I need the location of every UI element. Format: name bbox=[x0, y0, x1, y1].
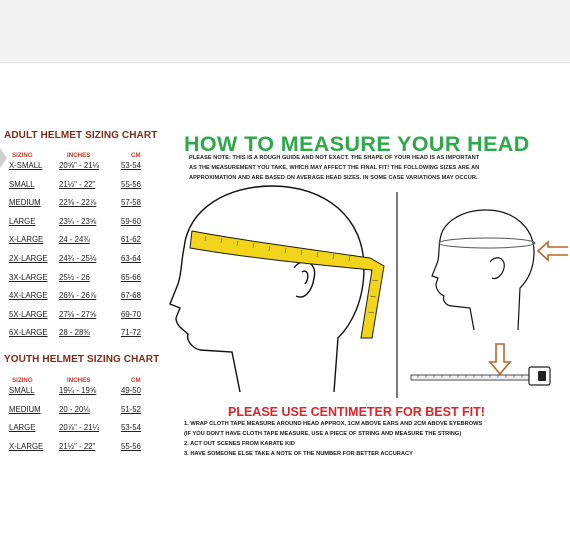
instruction-step-2: 2. ACT OUT SCENES FROM KARATE KID bbox=[184, 441, 295, 447]
adult-row-4-sizing: X-LARGE bbox=[9, 235, 44, 245]
adult-row-6-sizing: 3X-LARGE bbox=[9, 272, 48, 282]
instruction-step-1: 1. WRAP CLOTH TAPE MEASURE AROUND HEAD APPROX, 1CM ABOVE EARS AND 2CM ABOVE EYEBROWS bbox=[184, 421, 483, 427]
arrow-down-icon bbox=[490, 344, 510, 374]
adult-row-5-inches: 24¾ - 25⅛ bbox=[59, 254, 97, 263]
arrow-left-icon bbox=[538, 242, 568, 260]
guide-title: HOW TO MEASURE YOUR HEAD bbox=[184, 132, 530, 156]
adult-row-7-cm: 67-68 bbox=[121, 291, 141, 301]
adult-row-1-inches: 21½" - 22" bbox=[59, 179, 96, 189]
youth-row-0-sizing: SMALL bbox=[9, 386, 35, 395]
adult-row-4-cm: 61-62 bbox=[121, 235, 141, 245]
instruction-step-3: 3. HAVE SOMEONE ELSE TAKE A NOTE OF THE NUMBER FOR BETTER ACCURACY bbox=[184, 451, 413, 457]
youth-row-3-inches: 21½" - 22" bbox=[59, 442, 96, 452]
adult-row-9-sizing: 6X-LARGE bbox=[9, 328, 48, 338]
youth-row-2-sizing: LARGE bbox=[9, 423, 36, 433]
youth-chart-title: YOUTH HELMET SIZING CHART bbox=[4, 354, 160, 365]
guide-note-line-3: APPROXIMATION AND ARE BASED ON AVERAGE HEAD SIZES. IN SOME CASE VARIATIONS MAY OCCUR. bbox=[189, 175, 478, 181]
adult-row-2-sizing: MEDIUM bbox=[9, 198, 41, 208]
instruction-step-1-note: (IF YOU DON'T HAVE CLOTH TAPE MEASURE, USE A PIECE OF STRING AND MEASURE THE STRING) bbox=[184, 431, 462, 437]
adult-header-cm: CM bbox=[131, 152, 141, 159]
adult-chart-title: ADULT HELMET SIZING CHART bbox=[4, 130, 158, 141]
adult-row-6-inches: 25½ - 26 bbox=[59, 272, 90, 282]
youth-header-inches: INCHES bbox=[67, 377, 91, 384]
adult-row-2-inches: 22⅜ - 22⅞ bbox=[59, 198, 97, 208]
adult-row-9-cm: 71-72 bbox=[121, 328, 141, 338]
adult-row-3-inches: 23¼ - 23⅝ bbox=[59, 216, 97, 226]
youth-row-0-cm: 49-50 bbox=[121, 386, 141, 395]
tape-measure-icon bbox=[190, 231, 384, 338]
youth-row-2-cm: 53-54 bbox=[121, 423, 141, 433]
adult-row-1-sizing: SMALL bbox=[9, 179, 35, 189]
youth-header-sizing: SIZING bbox=[12, 377, 33, 384]
adult-row-9-inches: 28 - 28⅜ bbox=[59, 328, 90, 338]
adult-row-8-sizing: 5X-LARGE bbox=[9, 309, 48, 319]
adult-header-sizing: SIZING bbox=[12, 152, 33, 159]
adult-row-8-cm: 69-70 bbox=[121, 309, 141, 319]
head-profile-small-icon bbox=[432, 210, 535, 330]
guide-note-line-2: AS THE MEASUREMENT YOU TAKE, WHICH MAY AFFECT THE FINAL FIT! THE FOLLOWING SIZES ARE AN bbox=[189, 165, 480, 171]
youth-row-0-inches: 19¼ - 19⅝ bbox=[59, 386, 97, 395]
adult-row-2-cm: 57-58 bbox=[121, 198, 141, 208]
guide-note-line-1: PLEASE NOTE: THIS IS A ROUGH GUIDE AND NOT EXACT. THE SHAPE OF YOUR HEAD IS AS IMPORTANT bbox=[189, 155, 480, 161]
best-fit-heading: PLEASE USE CENTIMETER FOR BEST FIT! bbox=[228, 405, 485, 419]
adult-row-3-cm: 59-60 bbox=[121, 216, 141, 226]
adult-row-0-cm: 53-54 bbox=[121, 161, 141, 170]
adult-row-5-cm: 63-64 bbox=[121, 254, 141, 263]
adult-row-0-sizing: X-SMALL bbox=[9, 161, 43, 170]
youth-row-1-inches: 20 - 20⅛ bbox=[59, 404, 90, 414]
youth-row-1-sizing: MEDIUM bbox=[9, 404, 41, 414]
adult-row-8-inches: 27⅛ - 27⅝ bbox=[59, 309, 97, 319]
adult-row-7-sizing: 4X-LARGE bbox=[9, 291, 48, 301]
adult-row-1-cm: 55-56 bbox=[121, 179, 141, 189]
head-profile-large-icon bbox=[170, 186, 364, 392]
adult-row-0-inches: 20⅝" - 21⅛ bbox=[59, 161, 100, 170]
adult-row-3-sizing: LARGE bbox=[9, 216, 36, 226]
tape-strip-icon bbox=[411, 367, 550, 385]
adult-row-6-cm: 65-66 bbox=[121, 272, 141, 282]
adult-row-7-inches: 26⅜ - 26⅞ bbox=[59, 291, 97, 301]
chart-marker-icon bbox=[0, 148, 7, 168]
adult-row-4-inches: 24 - 24⅜ bbox=[59, 235, 90, 245]
youth-row-3-cm: 55-56 bbox=[121, 442, 141, 452]
youth-row-2-inches: 20⅞" - 21¼ bbox=[59, 423, 100, 433]
adult-row-5-sizing: 2X-LARGE bbox=[9, 254, 48, 263]
youth-row-1-cm: 51-52 bbox=[121, 404, 141, 414]
youth-row-3-sizing: X-LARGE bbox=[9, 442, 44, 452]
youth-header-cm: CM bbox=[131, 377, 141, 384]
adult-header-inches: INCHES bbox=[67, 152, 91, 159]
